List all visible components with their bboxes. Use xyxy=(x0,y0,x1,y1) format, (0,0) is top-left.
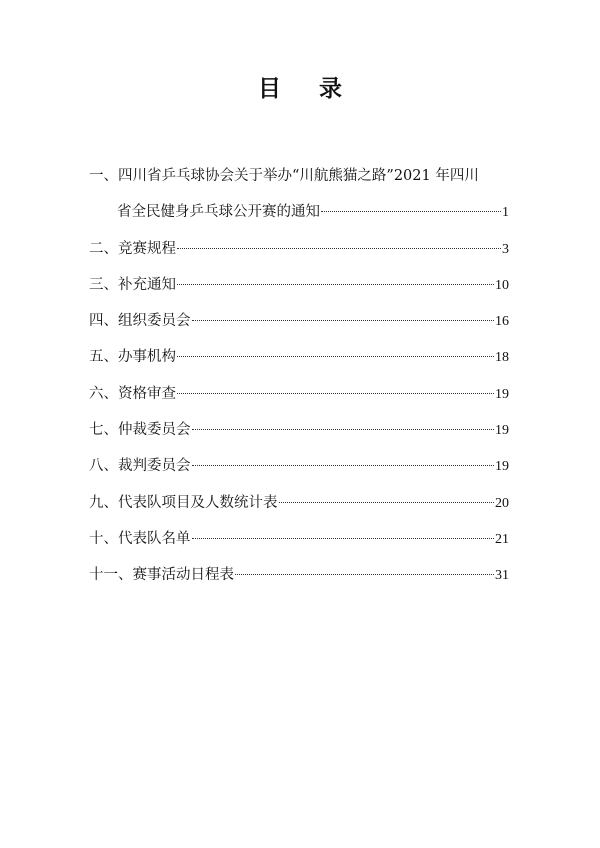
table-of-contents xyxy=(89,164,509,600)
toc-page-number: 3 xyxy=(502,241,509,257)
dot-leader xyxy=(192,538,495,539)
dot-leader xyxy=(177,356,494,357)
dot-leader xyxy=(177,248,501,249)
toc-entry-label: 四、组织委员会 xyxy=(89,313,191,330)
dot-leader xyxy=(177,393,494,394)
toc-entry-label: 十、代表队名单 xyxy=(89,530,191,547)
dot-leader xyxy=(177,284,494,285)
toc-page-number: 19 xyxy=(495,423,509,439)
toc-page-number: 21 xyxy=(495,531,509,547)
toc-entry[interactable] xyxy=(89,200,509,236)
toc-entry-label: 七、仲裁委员会 xyxy=(89,422,191,439)
title-char-2: 录 xyxy=(319,76,342,102)
toc-entry-label: 九、代表队项目及人数统计表 xyxy=(89,494,278,511)
dot-leader xyxy=(192,465,495,466)
toc-entry[interactable] xyxy=(89,418,509,454)
toc-entry-label: 三、补充通知 xyxy=(89,276,176,293)
dot-leader xyxy=(321,211,501,212)
toc-page-number: 20 xyxy=(495,495,509,511)
toc-page-number: 16 xyxy=(495,314,509,330)
toc-entry-label: 一、四川省乒乓球协会关于举办“川航熊猫之路”2021 年四川 xyxy=(89,168,479,184)
toc-entry-label: 六、资格审查 xyxy=(89,385,176,402)
toc-entry[interactable] xyxy=(89,237,509,273)
dot-leader xyxy=(279,502,495,503)
toc-entry-label: 省全民健身乒乓球公开赛的通知 xyxy=(117,204,320,221)
toc-entry[interactable] xyxy=(89,345,509,381)
toc-entry-label: 八、裁判委员会 xyxy=(89,458,191,475)
toc-entry[interactable] xyxy=(89,273,509,309)
toc-page-number: 18 xyxy=(495,350,509,366)
toc-entry-label: 二、竞赛规程 xyxy=(89,240,176,257)
toc-entry[interactable] xyxy=(89,309,509,345)
toc-entry-label: 十一、赛事活动日程表 xyxy=(89,567,234,584)
dot-leader xyxy=(192,429,495,430)
toc-page-number: 19 xyxy=(495,459,509,475)
toc-entry-label: 五、办事机构 xyxy=(89,349,176,366)
toc-entry[interactable] xyxy=(89,454,509,490)
dot-leader xyxy=(192,320,495,321)
toc-page-number: 10 xyxy=(495,277,509,293)
title-char-1: 目 xyxy=(258,76,281,102)
toc-page-number: 31 xyxy=(495,568,509,584)
toc-entry[interactable] xyxy=(89,382,509,418)
toc-entry[interactable] xyxy=(89,563,509,599)
toc-entry[interactable] xyxy=(89,491,509,527)
dot-leader xyxy=(235,574,494,575)
page-title xyxy=(0,70,600,103)
toc-page-number: 19 xyxy=(495,386,509,402)
toc-page-number: 1 xyxy=(502,205,509,221)
toc-entry[interactable] xyxy=(89,527,509,563)
toc-entry-heading-line xyxy=(89,164,509,200)
